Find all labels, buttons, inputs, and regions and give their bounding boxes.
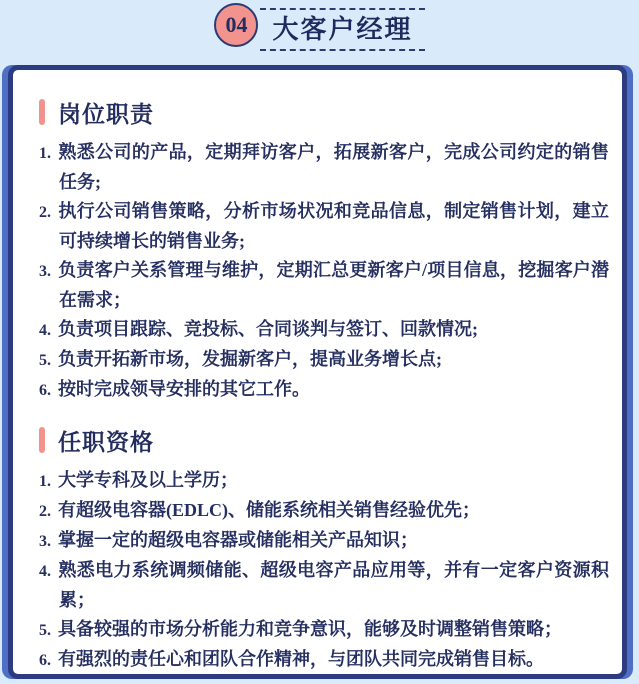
list-item-text: 具备较强的市场分析能力和竞争意识，能够及时调整销售策略；	[58, 619, 562, 639]
card-content	[13, 70, 622, 674]
list-item-number: 1.	[39, 473, 51, 490]
list-item-text: 熟悉电力系统调频储能、超级电容产品应用等，并有一定客户资源积累；	[58, 560, 609, 610]
list-item-text: 熟悉公司的产品，定期拜访客户，拓展新客户，完成公司约定的销售任务;	[58, 142, 609, 192]
list-item	[39, 138, 609, 197]
section-heading	[39, 426, 609, 454]
list-item	[39, 615, 609, 645]
list-item-text: 负责开拓新市场，发掘新客户，提高业务增长点;	[58, 349, 442, 369]
accent-bar	[39, 99, 45, 125]
section-heading-label: 任职资格	[58, 428, 154, 455]
list-item-number: 5.	[39, 352, 51, 369]
page-title: 大客户经理	[272, 14, 413, 44]
list-item-number: 6.	[39, 382, 51, 399]
list-item-number: 4.	[39, 322, 51, 339]
accent-bar	[39, 427, 45, 453]
list-item-text: 负责客户关系管理与维护，定期汇总更新客户/项目信息，挖掘客户潜在需求；	[58, 260, 609, 310]
poster-header	[0, 0, 639, 58]
section-qualifications	[39, 426, 609, 675]
list-item	[39, 345, 609, 375]
list-item	[39, 645, 609, 675]
list-item-text: 掌握一定的超级电容器或储能相关产品知识；	[58, 530, 418, 550]
list-item-number: 5.	[39, 622, 51, 639]
list-item-number: 2.	[39, 204, 51, 221]
responsibility-list	[39, 138, 609, 405]
list-item-number: 3.	[39, 263, 51, 280]
number-badge	[214, 3, 258, 47]
list-item-number: 2.	[39, 503, 51, 520]
title-box	[260, 8, 424, 51]
list-item-number: 3.	[39, 533, 51, 550]
list-item	[39, 466, 609, 496]
list-item	[39, 526, 609, 556]
section-heading	[39, 98, 609, 126]
list-item-number: 4.	[39, 563, 51, 580]
list-item-text: 负责项目跟踪、竞投标、合同谈判与签订、回款情况;	[58, 319, 478, 339]
list-item	[39, 496, 609, 526]
list-item	[39, 197, 609, 256]
list-item-text: 大学专科及以上学历；	[58, 470, 238, 490]
list-item	[39, 375, 609, 405]
section-heading-label: 岗位职责	[58, 100, 154, 127]
list-item	[39, 315, 609, 345]
list-item-number: 6.	[39, 652, 51, 669]
list-item	[39, 556, 609, 615]
qualification-list	[39, 466, 609, 675]
list-item	[39, 256, 609, 315]
badge-number: 04	[225, 12, 248, 37]
list-item-text: 按时完成领导安排的其它工作。	[58, 379, 310, 399]
list-item-text: 有强烈的责任心和团队合作精神，与团队共同完成销售目标。	[58, 649, 544, 669]
list-item-number: 1.	[39, 145, 51, 162]
poster-card	[8, 65, 627, 679]
section-responsibilities	[39, 98, 609, 405]
list-item-text: 执行公司销售策略，分析市场状况和竞品信息，制定销售计划，建立可持续增长的销售业务;	[58, 201, 609, 251]
list-item-text: 有超级电容器(EDLC)、储能系统相关销售经验优先；	[58, 500, 480, 520]
